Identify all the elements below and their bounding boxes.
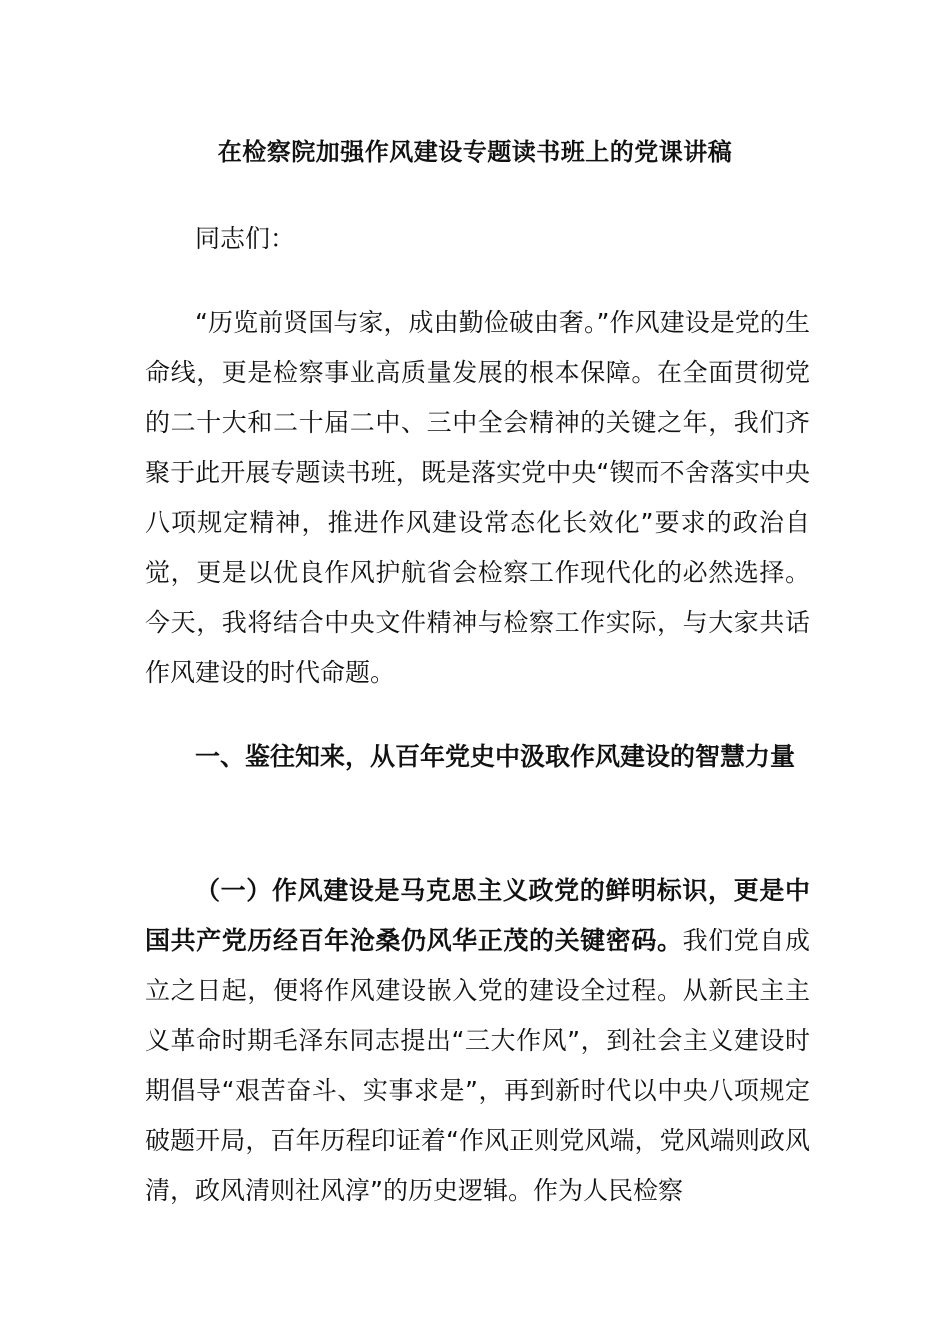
document-title: 在检察院加强作风建设专题读书班上的党课讲稿 xyxy=(217,138,733,166)
greeting: 同志们： xyxy=(195,224,296,253)
subsection-paragraph-1 xyxy=(145,866,810,1216)
subsection-body-text: 我们党自成立之日起，便将作风建设嵌入党的建设全过程。从新民主主义革命时期毛泽东同志提出“三大作风”，到社会主义建设时期倡导“艰苦奋斗、实事求是”，再到新时代以中央八项规定破题开局，百年历程印证着“作风正则党风端，党风端则政风清，政风清则社风淳”的历史逻辑。作为人民检察 xyxy=(145,926,810,1205)
intro-paragraph: “历览前贤国与家，成由勤俭破由奢。”作风建设是党的生命线，更是检察事业高质量发展的根本保障。在全面贯彻党的二十大和二十届二中、三中全会精神的关键之年，我们齐聚于此开展专题读书班，既是落实党中央“锲而不舍落实中央八项规定精神，推进作风建设常态化长效化”要求的政治自觉，更是以优良作风护航省会检察工作现代化的必然选择。今天，我将结合中央文件精神与检察工作实际，与大家共话作风建设的时代命题。 xyxy=(145,308,810,687)
subsection-heading-1-1: （一）作风建设是马克思主义政党的鲜明标识，更是中国共产党历经百年沧桑仍风华正茂的关键密码。 xyxy=(145,876,810,955)
section-heading-1: 一、鉴往知来，从百年党史中汲取作风建设的智慧力量 xyxy=(195,742,796,771)
